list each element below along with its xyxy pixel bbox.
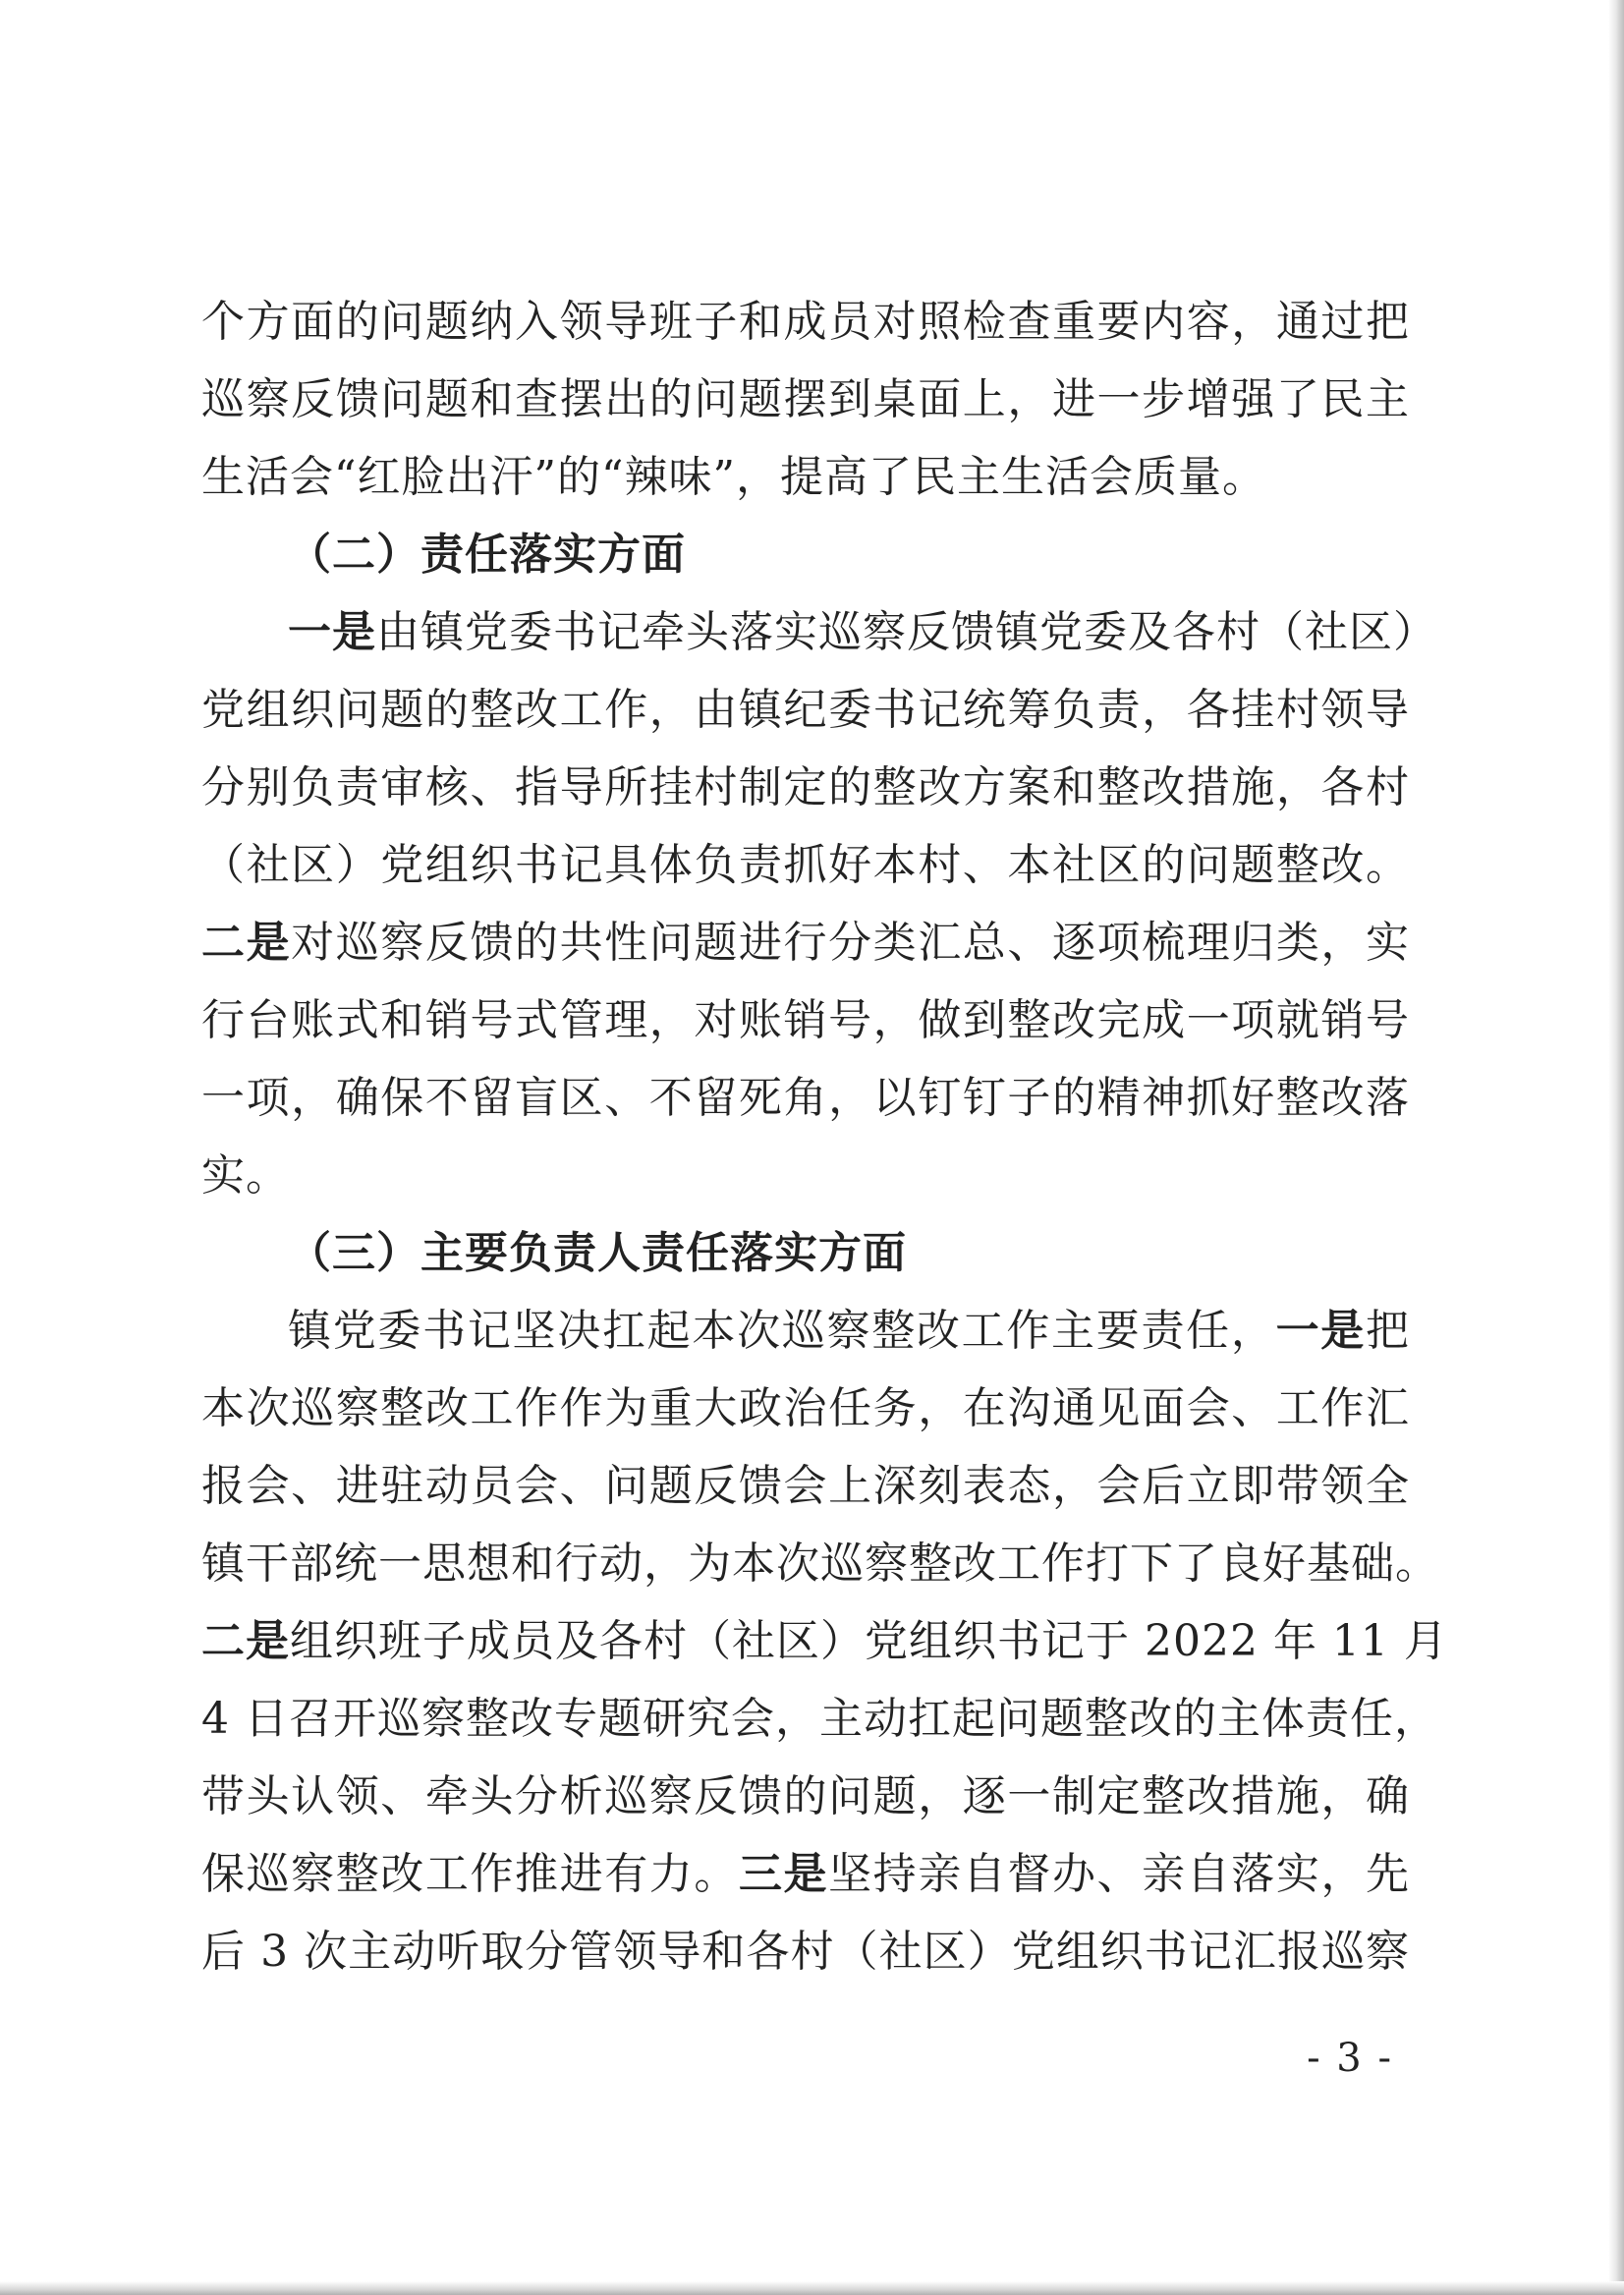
document-body xyxy=(201,283,1448,1990)
text-line: （社区）党组织书记具体负责抓好本村、本社区的问题整改。 xyxy=(201,840,1410,890)
section-heading-principal-responsibility: （三）主要负责人责任落实方面 xyxy=(288,1228,907,1278)
text-line: 行台账式和销号式管理，对账销号，做到整改完成一项就销号 xyxy=(201,995,1410,1045)
page-number: - 3 - xyxy=(1307,2036,1393,2081)
scan-edge-right xyxy=(1608,0,1624,2295)
text-line: 后 3 次主动听取分管领导和各村（社区）党组织书记汇报巡察 xyxy=(201,1927,1410,1977)
text-line: 二是对巡察反馈的共性问题进行分类汇总、逐项梳理归类，实 xyxy=(201,918,1411,968)
text-line: 4 日召开巡察整改专题研究会，主动扛起问题整改的主体责任， xyxy=(201,1694,1438,1744)
text-line: 巡察反馈问题和查摆出的问题摆到桌面上，进一步增强了民主 xyxy=(201,374,1410,424)
section-heading-responsibility: （二）责任落实方面 xyxy=(288,530,686,580)
text-line: 党组织问题的整改工作，由镇纪委书记统筹负责，各挂村领导 xyxy=(201,685,1410,735)
text-line: 分别负责审核、指导所挂村制定的整改方案和整改措施，各村 xyxy=(201,762,1410,812)
text-line: 报会、进驻动员会、问题反馈会上深刻表态，会后立即带领全 xyxy=(201,1461,1410,1511)
text-line: 镇党委书记坚决扛起本次巡察整改工作主要责任，一是把 xyxy=(288,1306,1411,1356)
text-line: 二是组织班子成员及各村（社区）党组织书记于 2022 年 11 月 xyxy=(201,1616,1448,1666)
text-line: 本次巡察整改工作作为重大政治任务，在沟通见面会、工作汇 xyxy=(201,1383,1410,1433)
text-line: 个方面的问题纳入领导班子和成员对照检查重要内容，通过把 xyxy=(201,297,1410,347)
text-line: 保巡察整改工作推进有力。三是坚持亲自督办、亲自落实，先 xyxy=(201,1849,1411,1899)
text-line: 一项，确保不留盲区、不留死角，以钉钉子的精神抓好整改落 xyxy=(201,1073,1410,1123)
text-line: 实。 xyxy=(201,1150,290,1201)
text-line: 一是由镇党委书记牵头落实巡察反馈镇党委及各村（社区） xyxy=(288,607,1437,657)
scan-edge-bottom xyxy=(0,2281,1624,2295)
text-line: 生活会“红脸出汗”的“辣味”，提高了民主生活会质量。 xyxy=(201,452,1266,502)
text-line: 带头认领、牵头分析巡察反馈的问题，逐一制定整改措施，确 xyxy=(201,1771,1410,1821)
text-line: 镇干部统一思想和行动，为本次巡察整改工作打下了良好基础。 xyxy=(201,1539,1439,1589)
